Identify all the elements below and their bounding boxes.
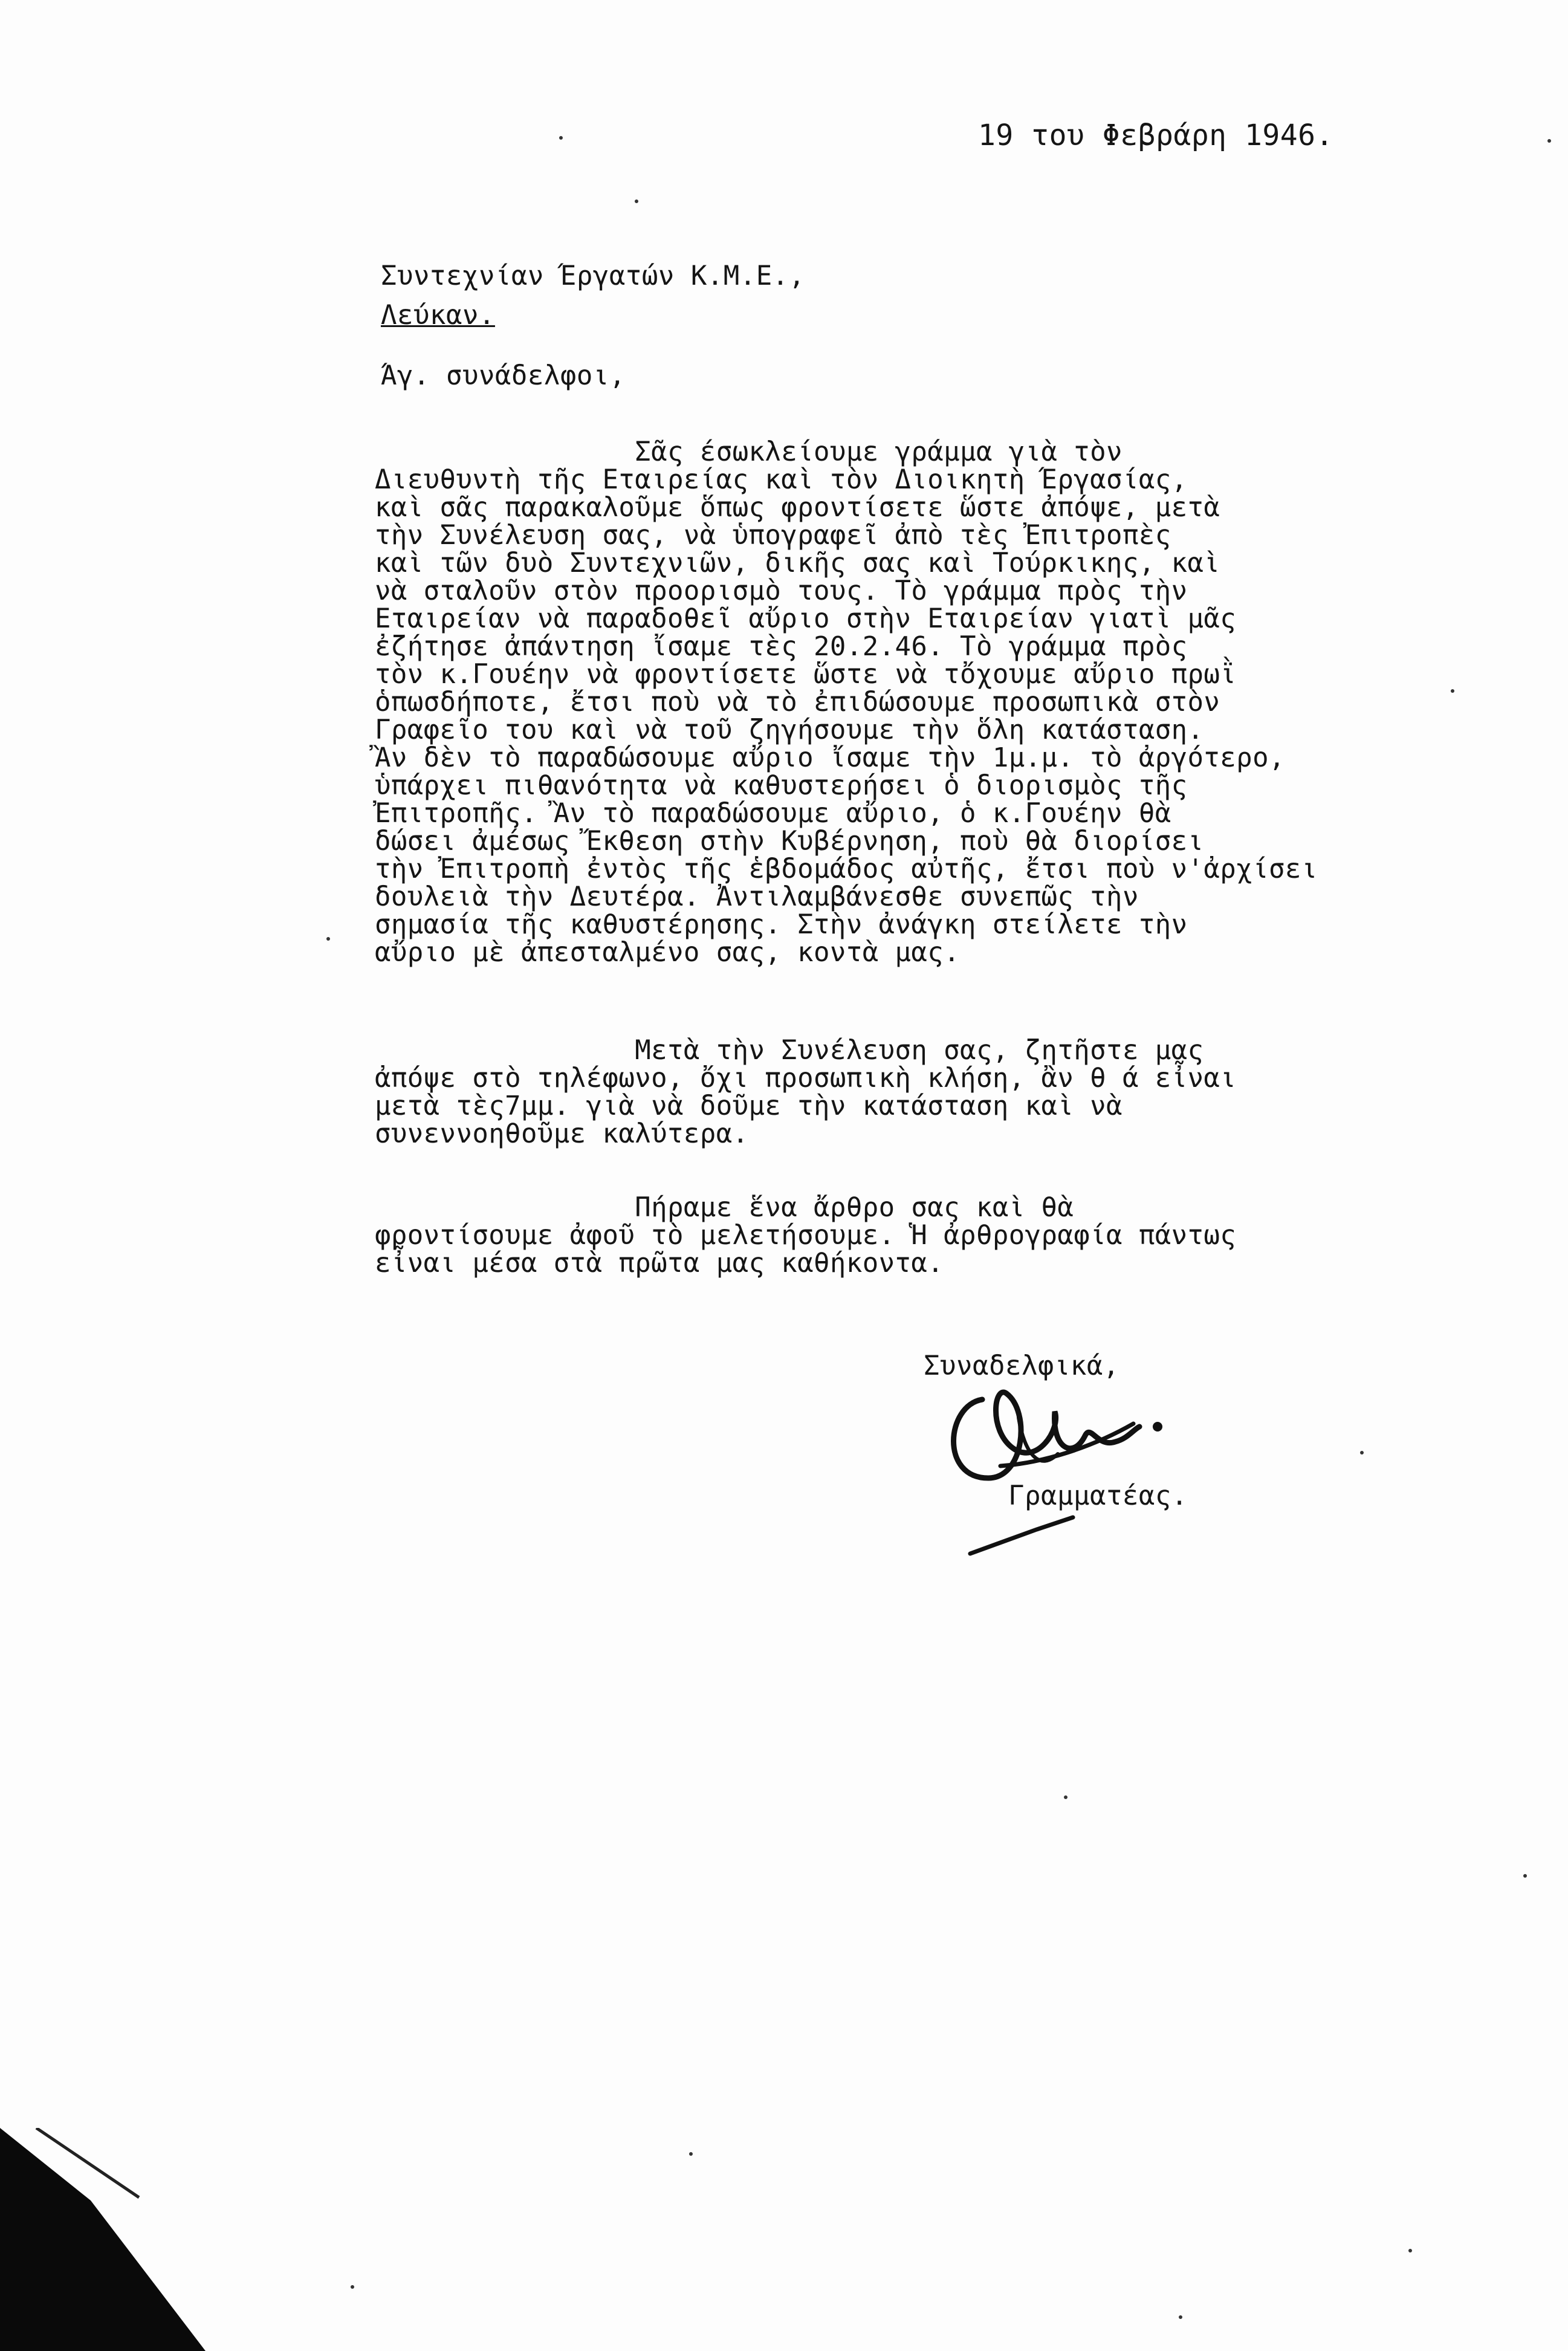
paragraph-line: Μετὰ τὴν Συνέλευση σας, ζητῆστε μας xyxy=(375,1035,1204,1066)
paragraph-line: μετὰ τὲς7μμ. γιὰ νὰ δοῦμε τὴν κατάσταση καὶ νὰ xyxy=(375,1091,1123,1121)
body-paragraph-1 xyxy=(375,438,1318,967)
paragraph-line: Εταιρείαν νὰ παραδοθεῖ αὔριο στὴν Εταιρείαν γιατὶ μᾶς xyxy=(375,603,1237,634)
paragraph-line: δουλειὰ τὴν Δευτέρα. Ἀντιλαμβάνεσθε συνεπῶς τὴν xyxy=(375,881,1139,912)
paragraph-line: καὶ τῶν δυὸ Συντεχνιῶν, δικῆς σας καὶ Τούρκικης, καὶ xyxy=(375,548,1220,579)
paragraph-line: Διευθυντὴ τῆς Εταιρείας καὶ τὸν Διοικητὴ Έργασίας, xyxy=(375,464,1188,495)
salutation: Άγ. συνάδελφοι, xyxy=(381,360,626,391)
paragraph-line: ἐζήτησε ἀπάντηση ἴσαμε τὲς 20.2.46. Τὸ γράμμα πρὸς xyxy=(375,631,1188,662)
scan-speck xyxy=(1451,689,1454,693)
body-paragraph-3 xyxy=(375,1194,1236,1277)
recipient-line-2: Λεύκαν. xyxy=(381,300,495,331)
scan-speck xyxy=(1179,2315,1182,2319)
paragraph-line: Πήραμε ἕνα ἄρθρο σας καὶ θὰ xyxy=(375,1192,1074,1223)
paragraph-line: δώσει ἀμέσως Ἔκθεση στὴν Κυβέρνηση, ποὺ θὰ διορίσει xyxy=(375,826,1204,857)
paragraph-line: φροντίσουμε ἀφοῦ τὸ μελετήσουμε. Ἡ ἀρθρογραφία πάντως xyxy=(375,1220,1237,1251)
paragraph-line: σημασία τῆς καθυστέρησης. Στὴν ἀνάγκη στείλετε τὴν xyxy=(375,909,1188,940)
scan-speck xyxy=(326,937,330,941)
paragraph-line: Γραφεῖο του καὶ νὰ τοῦ ζηγήσουμε τὴν ὅλη κατάσταση. xyxy=(375,715,1204,745)
paragraph-line: συνεννοηθοῦμε καλύτερα. xyxy=(375,1118,749,1149)
paragraph-line: Ἐπιτροπῆς. Ἂν τὸ παραδώσουμε αὔριο, ὁ κ.Γουέην θὰ xyxy=(375,798,1171,829)
scan-speck xyxy=(635,199,638,203)
signatory-title: Γραμματέας. xyxy=(1008,1480,1188,1511)
paragraph-line: αὔριο μὲ ἀπεσταλμένο σας, κοντὰ μας. xyxy=(375,937,961,968)
paragraph-line: εἶναι μέσα στὰ πρῶτα μας καθήκοντα. xyxy=(375,1248,944,1279)
body-paragraph-2 xyxy=(375,1037,1236,1148)
recipient-line-1: Συντεχνίαν Έργατών Κ.Μ.Ε., xyxy=(381,261,805,291)
paragraph-line: ὁπωσδήποτε, ἔτσι ποὺ νὰ τὸ ἐπιδώσουμε προσωπικὰ στὸν xyxy=(375,687,1220,718)
scan-speck xyxy=(351,2285,354,2289)
scan-speck xyxy=(689,2152,693,2156)
paragraph-line: Σᾶς έσωκλείουμε γράμμα γιὰ τὸν xyxy=(375,436,1123,467)
closing: Συναδελφικά, xyxy=(924,1351,1119,1381)
letter-date: 19 του Φεβράρη 1946. xyxy=(978,118,1333,152)
scan-speck xyxy=(1547,139,1551,143)
paragraph-line: τὴν Ἐπιτροπὴ ἐντὸς τῆς ἑβδομάδος αὐτῆς, ἔτσι ποὺ ν'ἀρχίσει xyxy=(375,854,1318,884)
handwritten-signature xyxy=(934,1357,1218,1563)
paragraph-line: τὸν κ.Γουέην νὰ φροντίσετε ὥστε νὰ τὄχουμε αὔριο πρωῒ xyxy=(375,659,1237,690)
paragraph-line: καὶ σᾶς παρακαλοῦμε ὅπως φροντίσετε ὥστε ἀπόψε, μετὰ xyxy=(375,492,1220,523)
paragraph-line: τὴν Συνέλευση σας, νὰ ὑπογραφεῖ ἀπὸ τὲς Ἐπιτροπὲς xyxy=(375,520,1171,551)
scan-speck xyxy=(1408,2249,1412,2252)
scan-speck xyxy=(1360,1451,1364,1454)
scan-speck xyxy=(1523,1874,1527,1878)
scan-corner-shadow xyxy=(0,2128,206,2351)
paragraph-line: Ἂν δὲν τὸ παραδώσουμε αὔριο ἴσαμε τὴν 1μ.μ. τὸ ἀργότερο, xyxy=(375,742,1285,773)
paragraph-line: ἀπόψε στὸ τηλέφωνο, ὄχι προσωπικὴ κλήση, ἂν θ ά εἶναι xyxy=(375,1063,1237,1094)
paragraph-line: νὰ σταλοῦν στὸν προορισμὸ τους. Τὸ γράμμα πρὸς τὴν xyxy=(375,576,1188,606)
scan-speck xyxy=(559,136,563,140)
paragraph-line: ὑπάρχει πιθανότητα νὰ καθυστερήσει ὁ διορισμὸς τῆς xyxy=(375,770,1188,801)
scan-speck xyxy=(1064,1795,1067,1799)
